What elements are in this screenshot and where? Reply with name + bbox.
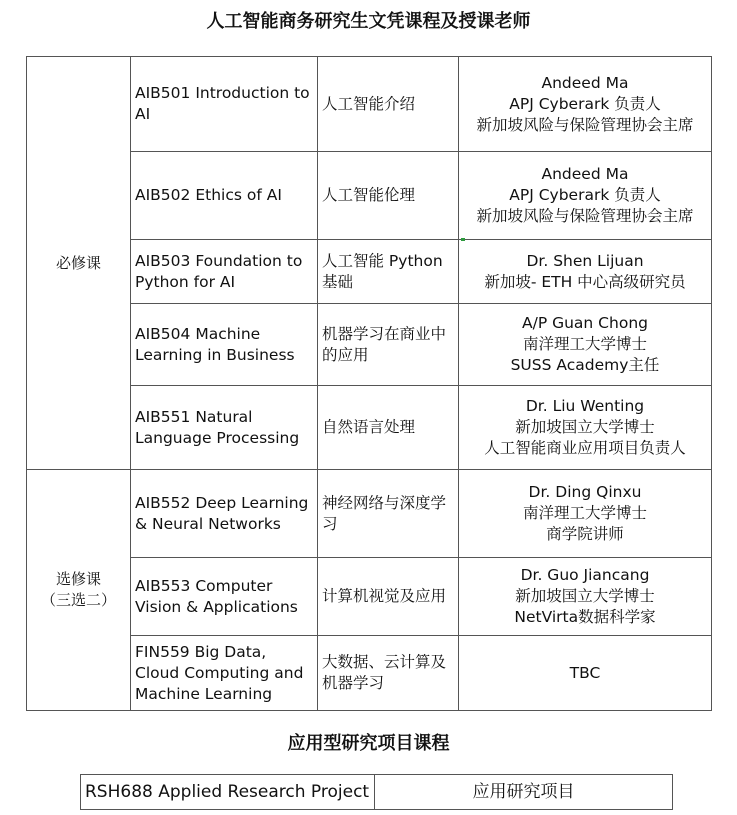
table-row <box>81 775 673 810</box>
course-code-cell <box>131 558 318 636</box>
teacher-line: APJ Cyberark 负责人 <box>509 94 661 113</box>
teacher-line: Dr. Shen Lijuan <box>526 251 644 270</box>
teacher-line: A/P Guan Chong <box>522 314 648 332</box>
course-name-cell <box>318 470 459 558</box>
course-code: AIB502 Ethics of AI <box>135 186 282 204</box>
course-name-cell <box>318 57 459 152</box>
course-code: AIB503 Foundation to Python for AI <box>135 251 303 291</box>
teacher-cell <box>459 470 712 558</box>
applied-code: RSH688 Applied Research Project <box>85 781 370 802</box>
teacher-line: 新加坡- ETH 中心高级研究员 <box>484 272 686 291</box>
course-name: 大数据、云计算及机器学习 <box>322 653 447 692</box>
course-name-cell <box>318 636 459 711</box>
teacher-line: TBC <box>569 663 601 682</box>
teacher-cell <box>459 240 712 304</box>
course-name: 计算机视觉及应用 <box>322 587 447 605</box>
teacher-line: SUSS Academy主任 <box>510 356 660 374</box>
category-required <box>27 57 131 470</box>
course-code: AIB551 Natural Language Processing <box>135 407 300 447</box>
course-code-cell <box>131 240 318 304</box>
teacher-line: Andeed Ma <box>541 73 629 92</box>
category-elective-sublabel: （三选二） <box>40 591 116 609</box>
teacher-line: NetVirta数据科学家 <box>514 608 656 626</box>
category-required-label: 必修课 <box>55 253 101 272</box>
course-name-cell <box>318 240 459 304</box>
teacher-cell <box>459 636 712 711</box>
decorative-dot <box>461 238 465 241</box>
course-name: 人工智能 Python 基础 <box>322 251 443 291</box>
applied-name-cell <box>375 775 673 810</box>
table-row <box>27 57 712 152</box>
section-title: 应用型研究项目课程 <box>287 733 450 754</box>
course-code: AIB552 Deep Learning & Neural Networks <box>135 493 309 533</box>
teacher-line: 商学院讲师 <box>546 525 624 543</box>
teacher-cell <box>459 152 712 240</box>
applied-table <box>80 774 673 810</box>
course-name: 神经网络与深度学习 <box>322 493 447 533</box>
teacher-line: 新加坡国立大学博士 <box>515 587 655 605</box>
category-elective <box>27 470 131 711</box>
applied-code-cell <box>81 775 375 810</box>
course-code: AIB504 Machine Learning in Business <box>135 324 295 364</box>
teacher-line: 新加坡风险与保险管理协会主席 <box>476 115 694 134</box>
teacher-line: Andeed Ma <box>541 165 629 183</box>
teacher-line: Dr. Liu Wenting <box>525 397 645 415</box>
teacher-line: APJ Cyberark 负责人 <box>509 186 661 204</box>
course-code: FIN559 Big Data, Cloud Computing and Machine Learning <box>135 642 304 703</box>
teacher-line: 南洋理工大学博士 <box>522 504 647 522</box>
course-name: 人工智能伦理 <box>322 186 416 204</box>
course-name: 自然语言处理 <box>322 418 416 436</box>
teacher-cell <box>459 558 712 636</box>
course-name-cell <box>318 386 459 470</box>
teacher-line: 新加坡国立大学博士 <box>515 418 655 436</box>
course-name-cell <box>318 304 459 386</box>
course-code: AIB553 Computer Vision & Applications <box>135 576 298 616</box>
course-table <box>26 56 712 711</box>
course-code-cell <box>131 636 318 711</box>
page-title: 人工智能商务研究生文凭课程及授课老师 <box>206 11 531 32</box>
teacher-cell <box>459 57 712 152</box>
course-code-cell <box>131 304 318 386</box>
course-name-cell <box>318 558 459 636</box>
table-row <box>27 470 712 558</box>
teacher-cell <box>459 304 712 386</box>
teacher-cell <box>459 386 712 470</box>
course-code: AIB501 Introduction to AI <box>135 84 310 123</box>
course-name: 机器学习在商业中的应用 <box>322 324 447 364</box>
course-name-cell <box>318 152 459 240</box>
teacher-line: 南洋理工大学博士 <box>522 335 647 353</box>
teacher-line: 新加坡风险与保险管理协会主席 <box>476 207 694 225</box>
course-code-cell <box>131 386 318 470</box>
course-name: 人工智能介绍 <box>322 94 416 113</box>
teacher-line: 人工智能商业应用项目负责人 <box>484 439 686 457</box>
course-code-cell <box>131 57 318 152</box>
teacher-line: Dr. Guo Jiancang <box>520 566 650 584</box>
category-elective-label: 选修课 <box>55 570 101 588</box>
applied-name: 应用研究项目 <box>472 781 575 802</box>
teacher-line: Dr. Ding Qinxu <box>528 483 642 501</box>
course-code-cell <box>131 152 318 240</box>
course-code-cell <box>131 470 318 558</box>
